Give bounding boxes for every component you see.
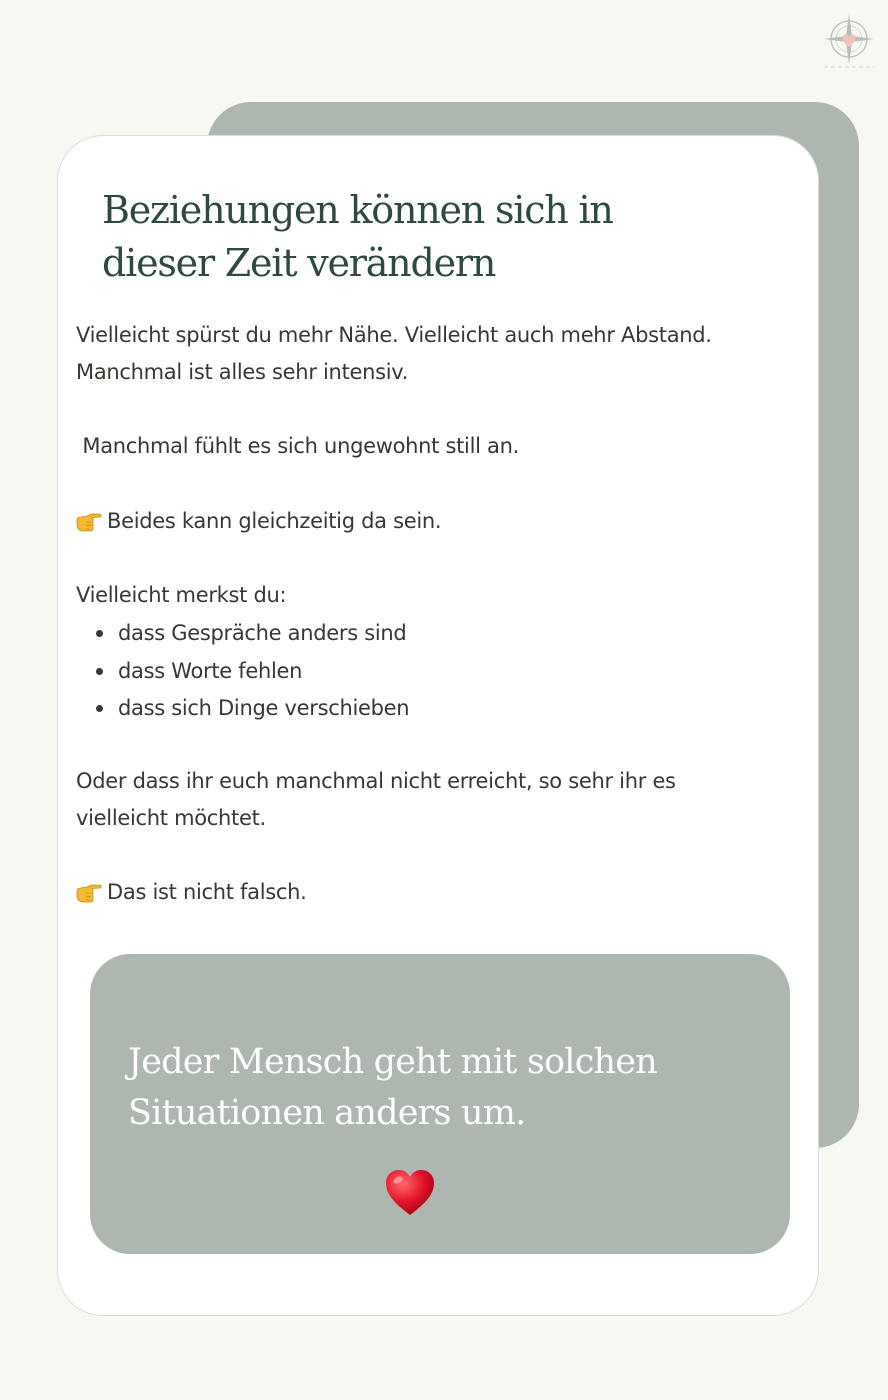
list-item: dass Worte fehlen — [76, 653, 409, 691]
bullet-list — [76, 615, 409, 728]
title-line-1: Beziehungen können sich in — [102, 188, 613, 232]
backhand-index-pointing-right-icon — [76, 883, 102, 903]
red-heart-icon — [385, 1169, 435, 1217]
backhand-index-pointing-right-icon — [76, 512, 102, 532]
paragraph-1 — [76, 317, 796, 391]
paragraph-5-line-2: vielleicht möchtet. — [76, 806, 266, 830]
paragraph-6-text: Das ist nicht falsch. — [107, 880, 307, 904]
paragraph-4 — [76, 577, 796, 614]
page-title — [102, 184, 742, 290]
title-line-2: dieser Zeit verändern — [102, 241, 496, 285]
list-item: dass Gespräche anders sind — [76, 615, 409, 653]
paragraph-1-line-1: Vielleicht spürst du mehr Nähe. Vielleicht auch mehr Abstand. — [76, 323, 712, 347]
quote-line-1: Jeder Mensch geht mit solchen — [128, 1042, 657, 1082]
paragraph-5-line-1: Oder dass ihr euch manchmal nicht erreicht, so sehr ihr es — [76, 769, 676, 793]
paragraph-3-text: Beides kann gleichzeitig da sein. — [107, 509, 442, 533]
paragraph-3 — [76, 503, 796, 540]
compass-heart-icon — [822, 12, 876, 70]
list-item: dass sich Dinge verschieben — [76, 690, 409, 728]
paragraph-6 — [76, 874, 796, 911]
paragraph-2-text: Manchmal fühlt es sich ungewohnt still an. — [76, 434, 519, 458]
quote-text — [128, 1037, 748, 1139]
paragraph-5 — [76, 763, 796, 837]
paragraph-1-line-2: Manchmal ist alles sehr intensiv. — [76, 360, 409, 384]
paragraph-2 — [76, 428, 796, 465]
quote-line-2: Situationen anders um. — [128, 1093, 526, 1133]
paragraph-4-text: Vielleicht merkst du: — [76, 583, 287, 607]
